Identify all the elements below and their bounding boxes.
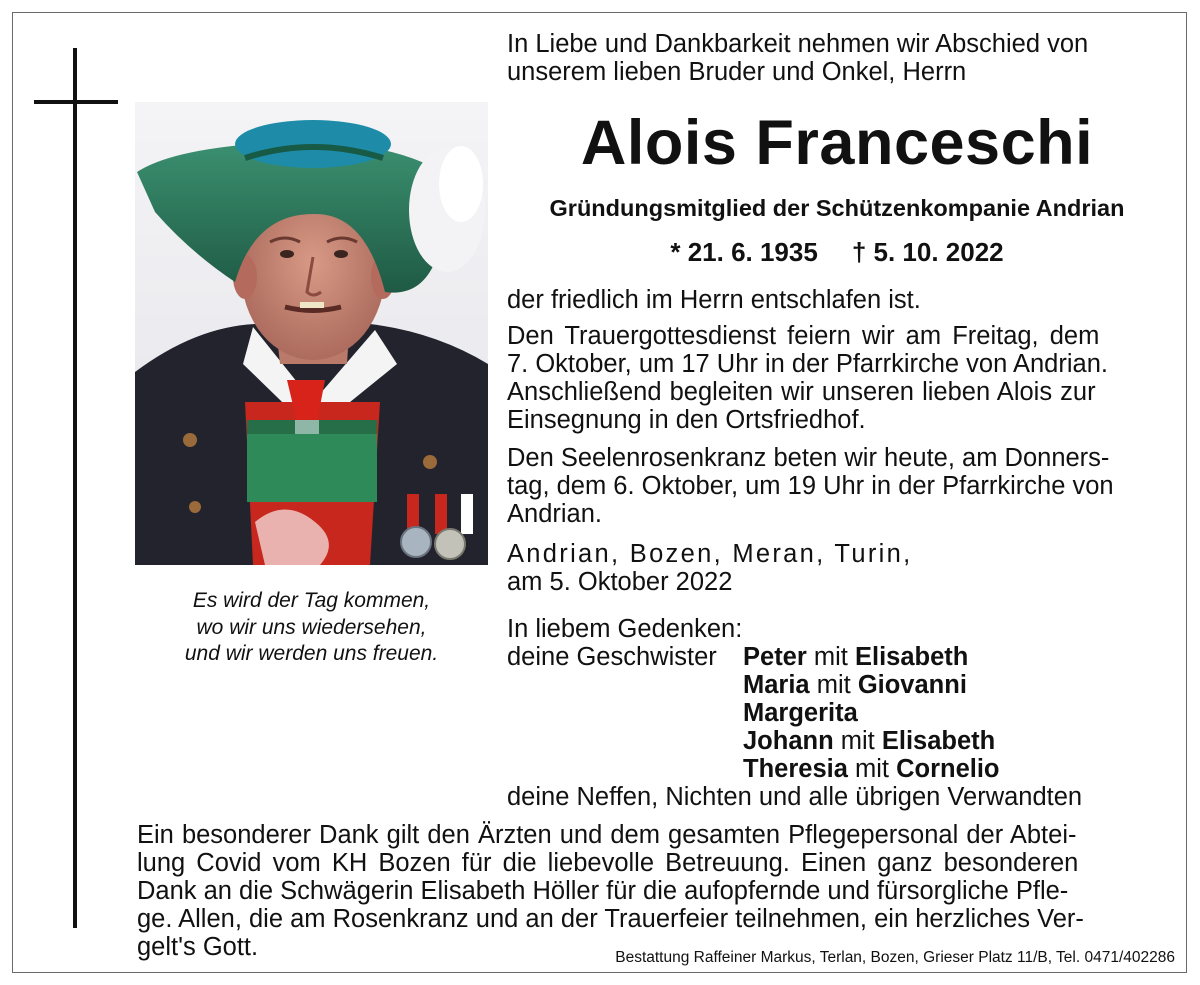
quote-line: und wir werden uns freuen. <box>184 642 439 665</box>
sibling-entry <box>743 643 968 671</box>
sibling-entry <box>743 671 967 699</box>
sibling-name: Margerita <box>743 699 858 727</box>
rosary-line: tag, dem 6. Oktober, um 19 Uhr in der Pfarrkirche von <box>507 472 1114 500</box>
sibling-name: Peter <box>743 643 807 671</box>
relatives-line: deine Neffen, Nichten und alle übrigen Verwandten <box>507 783 1083 811</box>
birth-date: * 21. 6. 1935 <box>670 237 818 267</box>
service-line: 7. Oktober, um 17 Uhr in der Pfarrkirche von Andrian. <box>507 350 1108 378</box>
service-line: Den Trauergottesdienst feiern wir am Freitag, dem <box>507 322 1100 350</box>
sibling-name: Maria <box>743 671 810 699</box>
places-line: Andrian, Bozen, Meran, Turin, <box>507 540 913 568</box>
death-date: † 5. 10. 2022 <box>851 237 1004 267</box>
sibling-entry <box>743 699 858 727</box>
sibling-joiner: mit <box>840 727 875 755</box>
sibling-joiner: mit <box>854 755 889 783</box>
date-line: am 5. Oktober 2022 <box>507 568 733 596</box>
thanks-line: ge. Allen, die am Rosenkranz und an der Trauerfeier teilnehmen, ein herzliches Ver- <box>137 905 1084 933</box>
rosary-line: Den Seelenrosenkranz beten wir heute, am Donners- <box>507 444 1110 472</box>
thanks-line: gelt's Gott. <box>137 933 259 961</box>
cross-icon-bar <box>34 100 118 104</box>
thanks-line: lung Covid vom KH Bozen für die liebevolle Betreuung. Einen ganz besonderen <box>137 849 1079 877</box>
portrait-photo <box>135 102 488 565</box>
quote-line: Es wird der Tag kommen, <box>192 589 431 612</box>
sibling-partner: Giovanni <box>857 671 967 699</box>
life-dates <box>507 236 1167 268</box>
sibling-partner: Elisabeth <box>854 643 969 671</box>
sibling-partner: Cornelio <box>896 755 1000 783</box>
siblings-prefix: deine Geschwister <box>507 643 717 671</box>
sibling-name: Johann <box>743 727 834 755</box>
thanks-line: Dank an die Schwägerin Elisabeth Höller für die aufopfernde und fürsorgliche Pfle- <box>137 877 1069 905</box>
thanks-line: Ein besonderer Dank gilt den Ärzten und dem gesamten Pflegepersonal der Abtei- <box>137 821 1077 849</box>
membership-line: Gründungsmitglied der Schützenkompanie Andrian <box>549 195 1125 221</box>
service-line: Einsegnung in den Ortsfriedhof. <box>507 406 866 434</box>
quote-line: wo wir uns wiedersehen, <box>196 615 427 639</box>
sibling-entry <box>743 727 995 755</box>
funeral-home-line: Bestattung Raffeiner Markus, Terlan, Bozen, Grieser Platz 11/B, Tel. 0471/402286 <box>615 949 1175 966</box>
intro-line: unserem lieben Bruder und Onkel, Herrn <box>507 58 967 86</box>
rosary-line: Andrian. <box>507 500 602 528</box>
deceased-name: Alois Franceschi <box>580 108 1094 178</box>
intro-line: In Liebe und Dankbarkeit nehmen wir Abschied von <box>507 30 1089 58</box>
memory-heading: In liebem Gedenken: <box>507 615 743 643</box>
passed-line: der friedlich im Herrn entschlafen ist. <box>507 286 921 314</box>
sibling-joiner: mit <box>813 643 848 671</box>
cross-icon <box>73 48 77 928</box>
sibling-joiner: mit <box>816 671 851 699</box>
service-line: Anschließend begleiten wir unseren lieben Alois zur <box>507 378 1096 406</box>
sibling-name: Theresia <box>743 755 848 783</box>
quote <box>135 588 488 668</box>
sibling-entry <box>743 755 1000 783</box>
sibling-partner: Elisabeth <box>881 727 996 755</box>
